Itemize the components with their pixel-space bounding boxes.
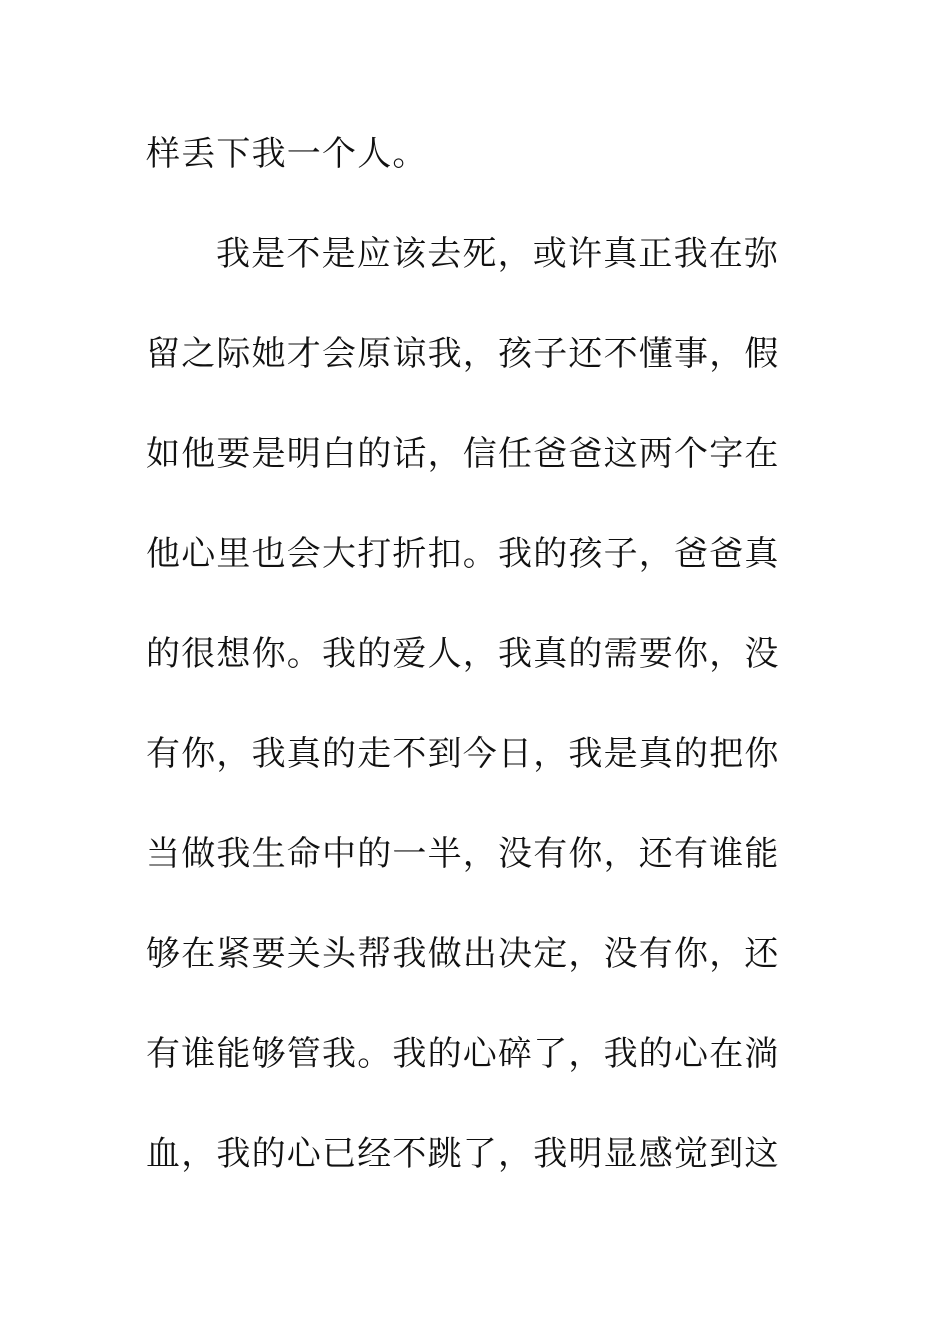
- text-line: 有谁能够管我。我的心碎了，我的心在淌: [146, 1034, 780, 1074]
- paragraph-first-line: 我是不是应该去死，或许真正我在弥: [216, 234, 780, 274]
- text-line: 如他要是明白的话，信任爸爸这两个字在: [146, 434, 780, 474]
- text-line: 当做我生命中的一半，没有你，还有谁能: [146, 834, 780, 874]
- text-line: 的很想你。我的爱人，我真的需要你，没: [146, 634, 780, 674]
- text-line: 他心里也会大打折扣。我的孩子，爸爸真: [146, 534, 780, 574]
- text-line: 够在紧要关头帮我做出决定，没有你，还: [146, 934, 780, 974]
- text-line: 有你，我真的走不到今日，我是真的把你: [146, 734, 780, 774]
- text-line: 样丢下我一个人。: [146, 134, 428, 174]
- text-line: 血，我的心已经不跳了，我明显感觉到这: [146, 1134, 780, 1174]
- text-line: 留之际她才会原谅我，孩子还不懂事，假: [146, 334, 780, 374]
- body-text: [146, 128, 786, 1228]
